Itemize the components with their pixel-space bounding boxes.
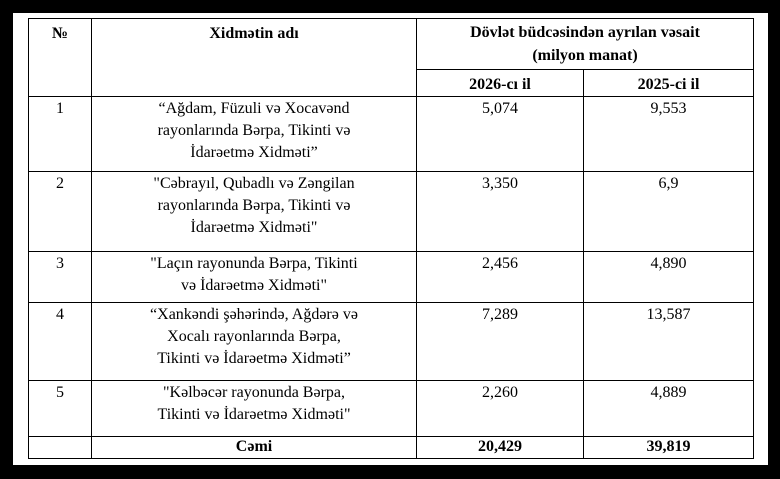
row-value-2026: 7,289	[417, 302, 584, 381]
total-number-cell	[29, 436, 92, 458]
row-value-2026: 2,456	[417, 251, 584, 302]
header-number: №	[29, 19, 92, 97]
row-service-name-line: İdarəetmə Xidməti"	[190, 219, 318, 237]
row-service-name	[92, 172, 417, 252]
row-service-name-line: Tikinti və İdarəetmə Xidməti”	[157, 349, 351, 367]
row-service-name	[92, 97, 417, 172]
row-service-name-line: İdarəetmə Xidməti”	[190, 144, 318, 161]
table-row	[29, 251, 754, 302]
header-funds	[417, 19, 754, 70]
total-value-2026: 20,429	[417, 436, 584, 458]
header-funds-line2: (milyon manat)	[532, 47, 638, 64]
row-service-name-line: "Laçın rayonunda Bərpa, Tikinti	[150, 254, 358, 272]
row-service-name-line: və İdarəetmə Xidməti"	[180, 276, 328, 294]
row-value-2025: 13,587	[584, 302, 754, 381]
row-value-2025: 6,9	[584, 172, 754, 252]
table-row	[29, 302, 754, 381]
header-funds-line1: Dövlət büdcəsindən ayrılan vəsait	[470, 24, 700, 41]
row-number: 5	[29, 381, 92, 436]
row-service-name-line: Tikinti və İdarəetmə Xidməti"	[157, 406, 351, 424]
header-service-name: Xidmətin adı	[92, 19, 417, 97]
row-service-name-line: “Ağdam, Füzuli və Xocavənd	[158, 100, 350, 117]
document-page	[13, 13, 768, 465]
row-value-2025: 4,890	[584, 251, 754, 302]
row-number: 4	[29, 302, 92, 381]
total-value-2025: 39,819	[584, 436, 754, 458]
table-row	[29, 172, 754, 252]
total-row	[29, 436, 754, 458]
row-value-2026: 5,074	[417, 97, 584, 172]
row-service-name-line: "Kəlbəcər rayonunda Bərpa,	[163, 384, 345, 402]
row-service-name	[92, 381, 417, 436]
budget-table	[28, 18, 754, 459]
table-row	[29, 381, 754, 436]
total-label: Cəmi	[92, 436, 417, 458]
row-service-name-line: rayonlarında Bərpa, Tikinti və	[157, 122, 351, 139]
header-row-top	[29, 19, 754, 70]
row-service-name	[92, 251, 417, 302]
row-service-name	[92, 302, 417, 381]
row-number: 1	[29, 97, 92, 172]
row-value-2025: 9,553	[584, 97, 754, 172]
row-service-name-line: rayonlarında Bərpa, Tikinti və	[157, 197, 351, 215]
row-value-2026: 2,260	[417, 381, 584, 436]
row-service-name-line: "Cəbrayıl, Qubadlı və Zəngilan	[153, 175, 355, 193]
row-service-name-line: Xocalı rayonlarında Bərpa,	[167, 327, 341, 345]
table-row	[29, 97, 754, 172]
table-body	[29, 97, 754, 459]
row-value-2025: 4,889	[584, 381, 754, 436]
header-year-2026: 2026-cı il	[417, 70, 584, 97]
row-service-name-line: “Xankəndi şəhərində, Ağdərə və	[150, 305, 358, 323]
row-number: 3	[29, 251, 92, 302]
header-year-2025: 2025-ci il	[584, 70, 754, 97]
row-value-2026: 3,350	[417, 172, 584, 252]
row-number: 2	[29, 172, 92, 252]
